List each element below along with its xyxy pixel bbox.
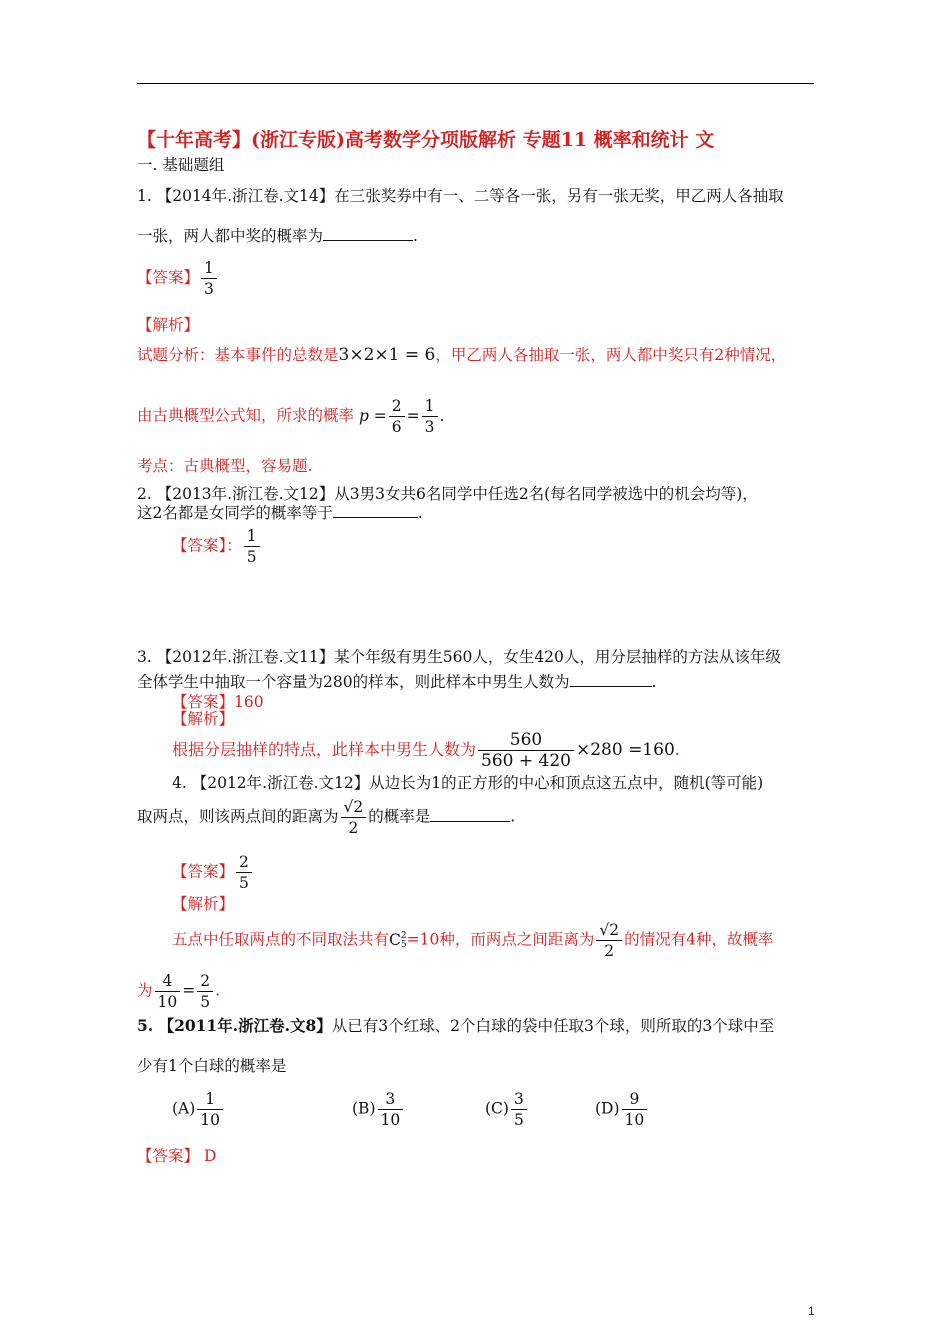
q3-frac-denominator: 560 + 420 [478, 750, 574, 771]
q3-line2 [137, 672, 657, 692]
q1-answer-denominator: 3 [201, 278, 217, 299]
q3-analysis-text: 根据分层抽样的特点，此样本中男生人数为 [172, 740, 477, 759]
q5-option-c [485, 1089, 529, 1130]
q1-period: . [439, 406, 445, 425]
q5-option-c-fraction [511, 1089, 527, 1130]
q4-answer-label: 【答案】 [172, 862, 235, 881]
q1-answer-label: 【答案】 [137, 268, 200, 287]
q5-option-a-fraction [197, 1089, 223, 1130]
q4-frac-2-5 [197, 971, 213, 1012]
q4-frac2-denominator: 5 [197, 991, 213, 1012]
q5-option-b-numerator: 3 [385, 1090, 396, 1108]
page-number: 1 [808, 1304, 815, 1318]
q5-option-d-fraction [622, 1089, 648, 1130]
q2-answer-label: 【答案】： [172, 536, 242, 555]
q4-equals: = [182, 981, 196, 1000]
q4-comb-symbol: C [389, 930, 401, 949]
header-rule [137, 83, 814, 84]
q4-line2 [137, 797, 515, 838]
q5-option-c-numerator: 3 [513, 1090, 524, 1108]
q5-option-c-denominator: 5 [511, 1109, 527, 1130]
q4-answer [172, 852, 254, 893]
q1-frac2-numerator: 1 [424, 397, 435, 415]
q2-line1: 2. 【2013年.浙江卷.文12】从3男3女共6名同学中任选2名(每名同学被选中的机会均等)， [137, 485, 758, 503]
q3-analysis-label: 【解析】 [172, 710, 235, 728]
q3-analysis-line [172, 730, 680, 771]
q5-option-b-fraction [378, 1089, 404, 1130]
q4-analysis-text4: 为 [137, 981, 153, 1000]
q4-comb-sup: 2 [400, 930, 407, 941]
q3-answer-blank [570, 672, 652, 687]
q4-frac-4-10 [155, 971, 181, 1012]
q2-line2 [137, 503, 423, 523]
q4-frac1-numerator: 4 [162, 972, 173, 990]
q2-line2-end: . [417, 504, 423, 522]
q3-line1: 3. 【2012年.浙江卷.文11】某个年级有男生560人，女生420人，用分层抽样的方法从该年级 [137, 648, 781, 666]
q1-line1: 1. 【2014年.浙江卷.文14】在三张奖券中有一、二等各一张，另有一张无奖，甲乙两人各抽取 [137, 187, 784, 205]
q1-frac-1-3 [422, 396, 438, 437]
q4-analysis-label: 【解析】 [172, 895, 235, 913]
q2-answer-numerator: 1 [246, 527, 257, 545]
q4-line1: 4. 【2012年.浙江卷.文12】从边长为1的正方形的中心和顶点这五点中，随机(等可能) [172, 774, 764, 792]
q1-line2-end: . [413, 227, 418, 245]
q4-line2-end: . [510, 807, 516, 826]
q5-option-d-denominator: 10 [622, 1109, 648, 1130]
q5-answer-label: 【答案】 [137, 1147, 200, 1165]
q3-line2-end: . [651, 673, 657, 691]
q5-option-b [352, 1089, 405, 1130]
q5-option-a-label: (A) [172, 1099, 196, 1118]
q1-frac-2-6 [389, 396, 405, 437]
q5-line1-text: 从已有3个红球、2个白球的袋中任取3个球，则所取的3个球中至 [331, 1017, 775, 1035]
q4-period: . [215, 981, 221, 1000]
q1-analysis-line2 [137, 396, 444, 437]
q4-analysis-sqrt-fraction [596, 920, 622, 961]
q1-line2-text: 一张，两人都中奖的概率为 [137, 227, 324, 245]
q4-analysis-text3: 的情况有4种，故概率 [624, 930, 774, 949]
q3-answer: 【答案】160 [172, 693, 264, 711]
q1-topic-note: 考点：古典概型，容易题. [137, 457, 313, 475]
q5-option-a-denominator: 10 [197, 1109, 223, 1130]
q5-source: 5. 【2011年.浙江卷.文8】 [137, 1016, 332, 1035]
q1-line2 [137, 226, 418, 246]
q4-analysis-text2: =10种，而两点之间距离为 [406, 930, 595, 949]
q1-answer-fraction [201, 258, 217, 299]
q5-answer [137, 1146, 216, 1166]
q2-answer-denominator: 5 [244, 546, 260, 567]
q4-comb-sub: 5 [400, 939, 407, 950]
q4-combination [389, 931, 407, 949]
q3-fraction [478, 730, 574, 771]
q5-option-c-label: (C) [485, 1099, 509, 1118]
q4-line2-mid: 的概率是 [368, 807, 431, 826]
q4-sqrt-radicand: 2 [353, 798, 364, 816]
document-title: 【十年高考】(浙江专版)高考数学分项版解析 专题11 概率和统计 文 [137, 129, 715, 151]
q4-analysis-sqrt-radicand: 2 [609, 921, 620, 939]
q1-answer-blank [323, 226, 413, 241]
q1-analysis-math: 3×2×1 = 6 [338, 345, 436, 365]
q4-frac2-numerator: 2 [200, 972, 211, 990]
q5-option-b-label: (B) [352, 1099, 376, 1118]
q2-answer-fraction [244, 526, 260, 567]
q5-line1 [137, 1016, 774, 1036]
q1-equals: = [406, 406, 420, 425]
q3-frac-numerator: 560 [509, 730, 543, 750]
q1-answer-numerator: 1 [204, 259, 214, 277]
q1-analysis-line1 [137, 345, 786, 365]
q1-analysis-text3: 由古典概型公式知，所求的概率 [137, 406, 355, 425]
q5-option-d-label: (D) [595, 1099, 620, 1118]
q2-line2-text: 这2名都是女同学的概率等于 [137, 504, 333, 522]
q5-option-a [172, 1089, 225, 1130]
q4-analysis-sqrt-denominator: 2 [596, 940, 622, 961]
q5-option-d [595, 1089, 649, 1130]
q4-sqrt-fraction [341, 797, 367, 838]
q5-option-d-numerator: 9 [629, 1090, 640, 1108]
q1-analysis-text1: 试题分析：基本事件的总数是 [137, 346, 339, 364]
q3-product: ×280 =160 [575, 740, 675, 760]
q1-analysis-formula [358, 397, 445, 436]
q4-analysis-line1 [172, 920, 773, 961]
q4-analysis-line2 [137, 971, 220, 1012]
q2-answer [172, 526, 262, 567]
q1-frac1-denominator: 6 [389, 416, 405, 437]
q1-prob-symbol: p = [358, 406, 387, 425]
q3-period: . [674, 740, 680, 759]
q1-analysis-text2: ，甲乙两人各抽取一张，两人都中奖只有2种情况， [435, 346, 787, 364]
q3-line2-text: 全体学生中抽取一个容量为280的样本，则此样本中男生人数为 [137, 673, 570, 691]
q4-frac1-denominator: 10 [155, 991, 181, 1012]
q4-analysis-text1: 五点中任取两点的不同取法共有 [172, 930, 390, 949]
q5-line2: 少有1个白球的概率是 [137, 1057, 287, 1075]
q4-answer-blank [430, 807, 510, 822]
q2-answer-blank [333, 503, 418, 518]
q5-option-b-denominator: 10 [378, 1109, 404, 1130]
q4-analysis-sqrt-numerator: √2 [599, 921, 620, 939]
q4-answer-denominator: 5 [236, 872, 252, 893]
q1-frac1-numerator: 2 [391, 397, 402, 415]
q1-analysis-label: 【解析】 [137, 316, 200, 334]
q5-answer-value: D [203, 1147, 217, 1165]
q1-answer [137, 258, 219, 299]
q4-sqrt-numerator: √2 [343, 798, 364, 816]
q1-frac2-denominator: 3 [422, 416, 438, 437]
section-heading: 一. 基础题组 [137, 156, 225, 174]
q4-sqrt-denominator: 2 [341, 817, 367, 838]
q4-line2-text: 取两点，则该两点间的距离为 [137, 807, 339, 826]
q4-answer-fraction [236, 852, 252, 893]
q4-answer-numerator: 2 [239, 853, 249, 871]
q5-option-a-numerator: 1 [205, 1090, 216, 1108]
